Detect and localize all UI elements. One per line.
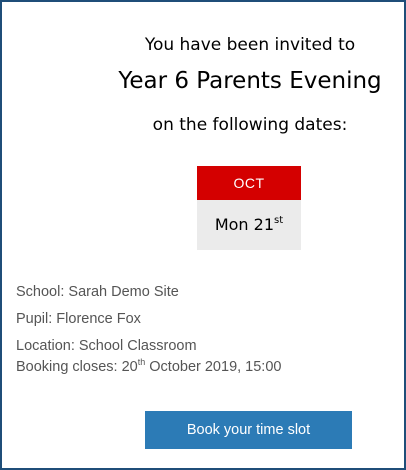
date-day-label [197,200,301,250]
date-day-suffix: st [274,215,284,226]
date-month-label: OCT [197,166,301,200]
booking-closes-prefix: Booking closes: 20 [16,359,138,375]
dates-intro-text: on the following dates: [152,115,348,135]
booking-closes-detail [16,359,281,375]
event-title: Year 6 Parents Evening [118,68,382,94]
booking-closes-rest: October 2019, 15:00 [145,359,282,375]
date-day-text: Mon 21 [214,215,275,234]
pupil-detail: Pupil: Florence Fox [16,311,141,327]
booking-closes-suffix: th [137,357,146,367]
school-detail: School: Sarah Demo Site [16,284,179,300]
location-detail: Location: School Classroom [16,338,197,354]
date-card [197,166,301,250]
invite-intro-text: You have been invited to [144,35,356,55]
book-time-slot-button[interactable]: Book your time slot [145,411,352,449]
